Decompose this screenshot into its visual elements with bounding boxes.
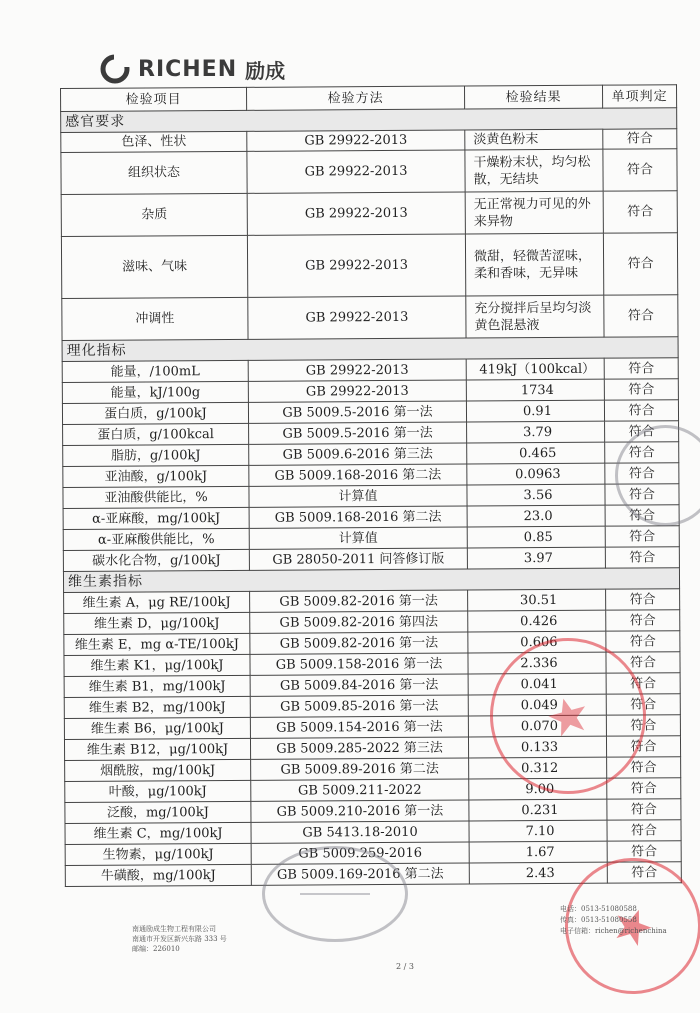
cell-item: 维生素 B1，mg/100kJ: [64, 675, 250, 697]
cell-result: 0.231: [469, 799, 607, 821]
cell-judgement: 符合: [604, 400, 678, 421]
header-item: 检验项目: [61, 87, 247, 111]
cell-result: 0.049: [468, 694, 606, 716]
cell-item: 维生素 K1，μg/100kJ: [64, 654, 250, 676]
cell-item: 维生素 B2，mg/100kJ: [64, 696, 250, 718]
cell-item: 脂肪，g/100kJ: [63, 444, 249, 466]
cell-method: GB 29922-2013: [248, 380, 466, 402]
cell-item: α-亚麻酸供能比，%: [63, 528, 249, 550]
cell-item: 碳水化合物，g/100kJ: [63, 549, 249, 571]
cell-judgement: 符合: [605, 547, 679, 568]
cell-item: 杂质: [61, 193, 247, 236]
table-row: [61, 191, 677, 237]
cell-result: 充分搅拌后呈均匀淡黄色混悬液: [466, 295, 604, 338]
cell-item: 维生素 B12，μg/100kJ: [64, 738, 250, 760]
company-logo: [100, 52, 285, 86]
cell-judgement: 符合: [606, 589, 680, 610]
table-row: [61, 233, 677, 299]
footer-email: 电子信箱：richen@richenchina: [560, 927, 667, 935]
cell-judgement: 符合: [603, 191, 677, 233]
cell-result: 0.133: [468, 736, 606, 758]
page-number: 2 / 3: [396, 962, 414, 971]
cell-result: 0.070: [468, 715, 606, 737]
cell-result: 1.67: [469, 841, 607, 863]
cell-item: 叶酸，μg/100kJ: [65, 780, 251, 802]
cell-judgement: 符合: [606, 694, 680, 715]
cell-judgement: 符合: [606, 631, 680, 652]
cell-result: 无正常视力可见的外来异物: [465, 191, 603, 234]
footer-company: 南通励成生物工程有限公司: [132, 925, 216, 933]
cell-item: 维生素 D，μg/100kJ: [64, 612, 250, 634]
cell-result: 0.0963: [467, 463, 605, 485]
cell-judgement: 符合: [607, 757, 681, 778]
cell-item: 蛋白质，g/100kJ: [62, 402, 248, 424]
table-row: [61, 149, 677, 195]
cell-result: 0.465: [467, 442, 605, 464]
cell-item: 组织状态: [61, 151, 247, 194]
cell-item: 生物素，μg/100kJ: [65, 843, 251, 865]
cell-result: 2.43: [469, 862, 607, 884]
cell-method: GB 5009.89-2016 第二法: [251, 758, 469, 780]
footer-address: 南通市开发区新兴东路 333 号: [132, 935, 227, 943]
cell-item: 亚油酸，g/100kJ: [63, 465, 249, 487]
cell-result: 0.041: [468, 673, 606, 695]
section-title: 维生素指标: [63, 568, 679, 593]
footer-postcode: 邮编：226010: [132, 945, 180, 953]
richen-logo-icon: [100, 54, 130, 84]
cell-method: GB 29922-2013: [247, 130, 465, 151]
cell-judgement: 符合: [604, 358, 678, 379]
cell-result: 3.79: [467, 421, 605, 443]
cell-item: 冲调性: [62, 297, 248, 340]
cell-judgement: 符合: [607, 820, 681, 841]
cell-result: 30.51: [468, 589, 606, 611]
cell-judgement: 符合: [603, 233, 677, 295]
cell-method: GB 5009.5-2016 第一法: [248, 401, 466, 423]
cell-judgement: 符合: [605, 484, 679, 505]
cell-item: α-亚麻酸，mg/100kJ: [63, 507, 249, 529]
cell-item: 泛酸，mg/100kJ: [65, 801, 251, 823]
star-icon: [544, 692, 593, 741]
cell-judgement: 符合: [607, 778, 681, 799]
cell-method: GB 5009.168-2016 第二法: [249, 464, 467, 486]
cell-method: GB 5009.82-2016 第一法: [250, 590, 468, 612]
cell-item: 牛磺酸，mg/100kJ: [65, 864, 251, 886]
cell-method: GB 5009.169-2016 第二法: [251, 863, 469, 885]
cell-result: 2.336: [468, 652, 606, 674]
cell-method: GB 5009.85-2016 第一法: [250, 695, 468, 717]
cell-result: 淡黄色粉末: [465, 129, 603, 150]
cell-judgement: 符合: [605, 463, 679, 484]
cell-result: 干燥粉末状，均匀松散，无结块: [465, 149, 603, 192]
cell-method: GB 5009.82-2016 第四法: [250, 611, 468, 633]
footer-fax: 传真：0513-51080558: [560, 916, 637, 924]
cell-item: 亚油酸供能比，%: [63, 486, 249, 508]
cell-result: 0.312: [469, 757, 607, 779]
cell-item: 能量，/100mL: [62, 360, 248, 382]
cell-judgement: 符合: [604, 379, 678, 400]
footer-contact-info: [560, 904, 667, 937]
cell-item: 维生素 C，mg/100kJ: [65, 822, 251, 844]
cell-result: 0.91: [466, 400, 604, 422]
cell-result: 3.56: [467, 484, 605, 506]
cell-judgement: 符合: [605, 442, 679, 463]
footer-company-info: [132, 924, 227, 954]
cell-judgement: 符合: [605, 505, 679, 526]
header-judgement: 单项判定: [602, 85, 676, 108]
cell-judgement: 符合: [604, 295, 678, 337]
cell-result: 0.606: [468, 631, 606, 653]
cell-method: GB 5009.82-2016 第一法: [250, 632, 468, 654]
cell-result: 0.426: [468, 610, 606, 632]
cell-method: GB 29922-2013: [248, 359, 466, 381]
cell-method: GB 5009.211-2022: [251, 779, 469, 801]
header-result: 检验结果: [464, 85, 602, 109]
cell-method: GB 5009.259-2016: [251, 842, 469, 864]
cell-judgement: 符合: [606, 652, 680, 673]
cell-method: 计算值: [249, 527, 467, 549]
cell-judgement: 符合: [605, 526, 679, 547]
cell-method: GB 5413.18-2010: [251, 821, 469, 843]
cell-judgement: 符合: [607, 862, 681, 883]
cell-judgement: 符合: [607, 841, 681, 862]
cell-result: 0.85: [467, 526, 605, 548]
cell-method: GB 5009.285-2022 第三法: [250, 737, 468, 759]
cell-result: 3.97: [467, 547, 605, 569]
gray-seal-stamp: [262, 846, 408, 942]
cell-item: 蛋白质，g/100kcal: [63, 423, 249, 445]
table-row: [62, 295, 678, 341]
cell-method: GB 5009.168-2016 第二法: [249, 506, 467, 528]
section-title: 理化指标: [62, 337, 678, 362]
cell-item: 维生素 A，μg RE/100kJ: [64, 591, 250, 613]
cell-method: GB 28050-2011 问答修订版: [249, 548, 467, 570]
cell-method: GB 5009.84-2016 第一法: [250, 674, 468, 696]
cell-method: GB 5009.5-2016 第一法: [249, 422, 467, 444]
section-title: 感官要求: [61, 108, 677, 133]
cell-judgement: 符合: [606, 736, 680, 757]
cell-method: GB 29922-2013: [248, 296, 466, 339]
cell-judgement: 符合: [607, 799, 681, 820]
header-method: 检验方法: [246, 86, 464, 110]
cell-method: GB 29922-2013: [247, 192, 465, 235]
cell-item: 色泽、性状: [61, 131, 247, 152]
cell-result: 23.0: [467, 505, 605, 527]
cell-judgement: 符合: [606, 610, 680, 631]
cell-result: 9.00: [469, 778, 607, 800]
cell-result: 微甜，轻微苦涩味，柔和香味，无异味: [465, 233, 603, 296]
cell-item: 能量，kJ/100g: [62, 381, 248, 403]
cell-method: GB 5009.158-2016 第一法: [250, 653, 468, 675]
cell-method: 计算值: [249, 485, 467, 507]
cell-item: 维生素 B6，μg/100kJ: [64, 717, 250, 739]
cell-judgement: 符合: [606, 673, 680, 694]
brand-name-cn: 励成: [245, 58, 286, 83]
cell-item: 维生素 E，mg α-TE/100kJ: [64, 633, 250, 655]
cell-method: GB 29922-2013: [247, 234, 465, 297]
cell-method: GB 29922-2013: [247, 150, 465, 193]
cell-judgement: 符合: [605, 421, 679, 442]
cell-judgement: 符合: [603, 149, 677, 191]
cell-result: 7.10: [469, 820, 607, 842]
cell-method: GB 5009.6-2016 第三法: [249, 443, 467, 465]
cell-item: 烟酰胺，mg/100kJ: [65, 759, 251, 781]
footer-phone: 电话：0513-51080588: [560, 905, 637, 913]
cell-judgement: 符合: [603, 129, 677, 149]
brand-name: RICHEN: [138, 56, 238, 82]
cell-result: 1734: [466, 379, 604, 401]
cell-judgement: 符合: [606, 715, 680, 736]
stamp-line: [300, 893, 370, 895]
cell-method: GB 5009.154-2016 第一法: [250, 716, 468, 738]
cell-method: GB 5009.210-2016 第一法: [251, 800, 469, 822]
cell-item: 滋味、气味: [61, 235, 247, 298]
cell-result: 419kJ（100kcal）: [466, 358, 604, 380]
